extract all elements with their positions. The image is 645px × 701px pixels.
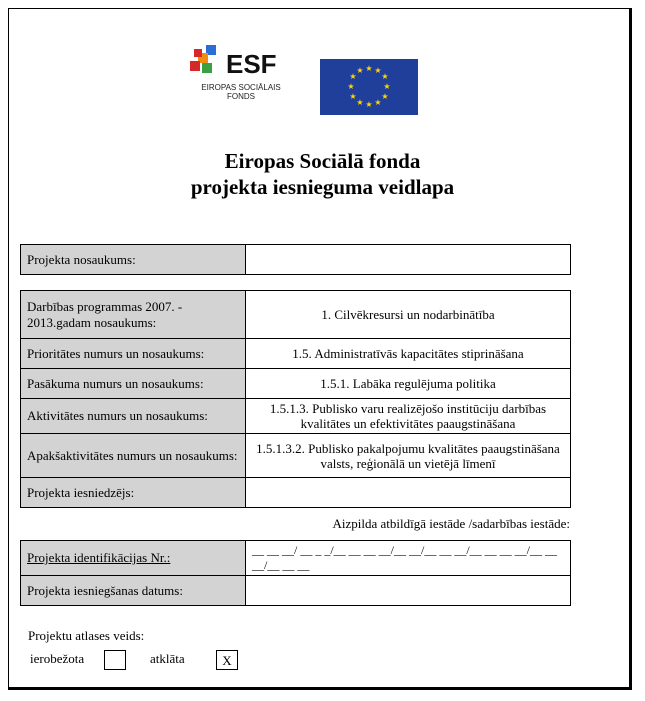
authority-note: Aizpilda atbildīgā iestāde /sadarbības iestāde:	[332, 516, 570, 531]
selection-type-heading: Projektu atlases veids:	[28, 628, 145, 643]
project-name-field[interactable]	[246, 245, 571, 275]
svg-text:★: ★	[381, 92, 389, 101]
esf-logo-subtitle: EIROPAS SOCIĀLAIS FONDS	[201, 83, 281, 101]
option-open-checkbox[interactable]: X	[216, 650, 238, 670]
svg-text:★: ★	[374, 98, 382, 107]
row-value: 1.5.1.3. Publisko varu realizējošo institūciju darbības kvalitātes un efektivitātes paaugstināšana	[246, 399, 571, 434]
row-label: Projekta identifikācijas Nr.:	[21, 541, 246, 576]
option-open-label: atklāta	[150, 651, 185, 666]
table-row	[21, 541, 571, 576]
table-row	[21, 478, 571, 508]
svg-text:★: ★	[365, 100, 373, 109]
row-value: 1.5.1. Labāka regulējuma politika	[246, 369, 571, 399]
table-row	[21, 291, 571, 339]
project-id-field[interactable]: __ __ __/ __ _ _/__ __ __ __/__ __/__ __ __/__ __ __ __/__ __ __/__ __ __	[246, 541, 571, 576]
applicant-field[interactable]	[246, 478, 571, 508]
svg-text:★: ★	[374, 66, 382, 75]
logo-area	[190, 45, 430, 120]
program-info-table	[20, 290, 571, 508]
row-label: Projekta iesniegšanas datums:	[21, 576, 246, 606]
svg-text:★: ★	[349, 72, 357, 81]
svg-text:★: ★	[356, 66, 364, 75]
table-row	[21, 434, 571, 478]
project-name-table	[20, 244, 571, 275]
row-label: Pasākuma numurs un nosaukums:	[21, 369, 246, 399]
svg-text:★: ★	[356, 98, 364, 107]
table-row	[21, 399, 571, 434]
svg-text:★: ★	[365, 64, 373, 73]
submission-date-field[interactable]	[246, 576, 571, 606]
svg-text:★: ★	[349, 92, 357, 101]
identification-table	[20, 540, 571, 606]
esf-logo	[190, 45, 290, 110]
title-line-1: Eiropas Sociālā fonda	[224, 149, 421, 173]
row-label: Projekta nosaukums:	[21, 245, 246, 275]
row-value: 1.5.1.3.2. Publisko pakalpojumu kvalitātes paaugstināšana valsts, reģionālā un vietējā līmenī	[246, 434, 571, 478]
row-value: 1. Cilvēkresursi un nodarbinātība	[246, 291, 571, 339]
svg-text:★: ★	[347, 82, 355, 91]
option-limited-checkbox[interactable]	[104, 650, 126, 670]
row-label: Aktivitātes numurs un nosaukums:	[21, 399, 246, 434]
svg-text:★: ★	[383, 82, 391, 91]
row-label: Prioritātes numurs un nosaukums:	[21, 339, 246, 369]
row-value: 1.5. Administratīvās kapacitātes stiprināšana	[246, 339, 571, 369]
table-row	[21, 245, 571, 275]
table-row	[21, 576, 571, 606]
eu-flag-icon	[320, 59, 418, 115]
row-label: Projekta iesniedzējs:	[21, 478, 246, 508]
title-line-2: projekta iesnieguma veidlapa	[190, 175, 455, 199]
esf-squares-icon	[190, 45, 222, 77]
row-label: Darbības programmas 2007. - 2013.gadam nosaukums:	[21, 291, 246, 339]
svg-text:★: ★	[381, 72, 389, 81]
row-label: Apakšaktivitātes numurs un nosaukums:	[21, 434, 246, 478]
option-limited-label: ierobežota	[30, 651, 85, 666]
table-row	[21, 369, 571, 399]
table-row	[21, 339, 571, 369]
esf-logo-text: ESF	[226, 49, 277, 79]
page-title	[0, 148, 645, 200]
